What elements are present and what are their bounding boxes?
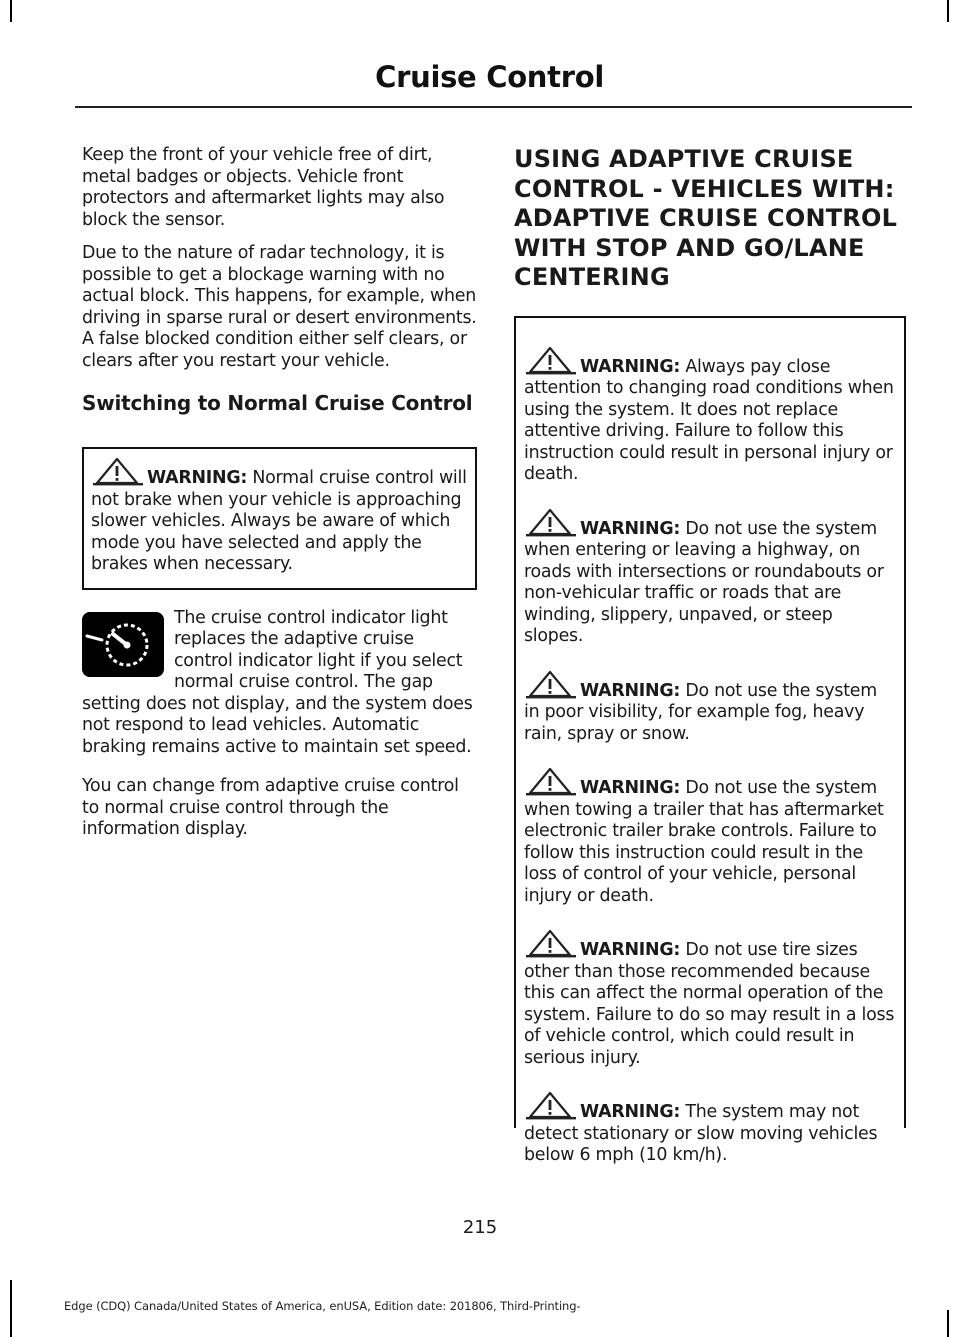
- warning-box: [82, 447, 477, 590]
- warning-text: Do not use tire sizes other than those recommended because this can affect the normal operation of the system. Failure to do so may result in a loss of vehicle control, which could result in serious injury.: [524, 940, 895, 1068]
- warning-text: Normal cruise control will not brake when your vehicle is approaching slower vehicles. Always be aware of which mode you have selected and apply the brakes when necessary.: [91, 468, 467, 574]
- warning-item: [524, 346, 896, 486]
- paragraph: Due to the nature of radar technology, it is possible to get a blockage warning with no actual block. This happens, for example, when driving in sparse rural or desert environments. A false blocked condition either self clears, or clears after you restart your vehicle.: [82, 243, 477, 371]
- section-subheading: Switching to Normal Cruise Control: [82, 391, 473, 415]
- page-number: 215: [462, 1217, 498, 1238]
- left-column: [82, 145, 477, 853]
- section-heading: USING ADAPTIVE CRUISE CONTROL - VEHICLES WITH: ADAPTIVE CRUISE CONTROL WITH STOP AND GO/LANE CENTERING: [514, 145, 898, 291]
- crop-mark: [947, 0, 949, 22]
- warning-text: Do not use the system in poor visibility, for example fog, heavy rain, spray or snow.: [524, 680, 877, 744]
- crop-mark: [10, 1280, 12, 1337]
- paragraph: Keep the front of your vehicle free of dirt, metal badges or objects. Vehicle front protectors and aftermarket lights may also block the sensor.: [82, 145, 445, 230]
- warning-text: The system may not detect stationary or slow moving vehicles below 6 mph (10 km/h).: [524, 1102, 878, 1165]
- warning-label: WARNING:: [580, 680, 681, 701]
- warning-triangle-icon: [524, 929, 576, 959]
- warning-triangle-icon: [524, 670, 576, 700]
- warning-label: WARNING:: [147, 468, 248, 488]
- warning-item: [524, 508, 896, 648]
- warning-item: [524, 670, 896, 746]
- warning-triangle-icon: [524, 508, 576, 538]
- warning-box: [514, 316, 906, 1165]
- warning-item: [524, 929, 896, 1069]
- indicator-paragraph: [82, 608, 477, 777]
- cruise-control-speedometer-icon: [82, 612, 164, 677]
- warning-label: WARNING:: [580, 356, 681, 377]
- warning-triangle-icon: [524, 346, 576, 376]
- warning-label: WARNING:: [580, 778, 681, 798]
- warning-label: WARNING:: [580, 518, 681, 539]
- warning-triangle-icon: [524, 767, 576, 797]
- header-divider: [75, 106, 912, 108]
- warning-item: [524, 1091, 896, 1167]
- page-title: Cruise Control: [375, 60, 604, 94]
- warning-item: [524, 767, 896, 907]
- warning-text: Do not use the system when entering or leaving a highway, on roads with intersections or roundabouts or non-vehicular traffic or roads that are winding, slippery, unpaved, or steep slopes.: [524, 518, 884, 646]
- warning-triangle-icon: [524, 1091, 576, 1121]
- crop-mark: [947, 1310, 949, 1337]
- warning-item: [91, 457, 468, 576]
- crop-mark: [10, 0, 12, 22]
- edition-footer: Edge (CDQ) Canada/United States of America, enUSA, Edition date: 201806, Third-Printing-: [64, 1299, 581, 1313]
- warning-label: WARNING:: [580, 940, 681, 960]
- warning-label: WARNING:: [580, 1102, 681, 1122]
- right-column: [514, 145, 906, 1165]
- warning-text: Always pay close attention to changing road conditions when using the system. It does not replace attentive driving. Failure to follow this instruction could result in personal injury or death.: [524, 356, 894, 484]
- warning-triangle-icon: [91, 457, 143, 487]
- paragraph: The cruise control indicator light replaces the adaptive cruise control indicator light if you select normal cruise control. The gap setting does not display, and the system does not respond to lead vehicles. Automatic braking remains active to maintain set speed.: [82, 607, 473, 757]
- paragraph: You can change from adaptive cruise control to normal cruise control through the information display.: [82, 776, 459, 839]
- warning-text: Do not use the system when towing a trailer that has aftermarket electronic trailer brake controls. Failure to follow this instruction could result in the loss of control of your vehicle, personal injury or death.: [524, 778, 884, 906]
